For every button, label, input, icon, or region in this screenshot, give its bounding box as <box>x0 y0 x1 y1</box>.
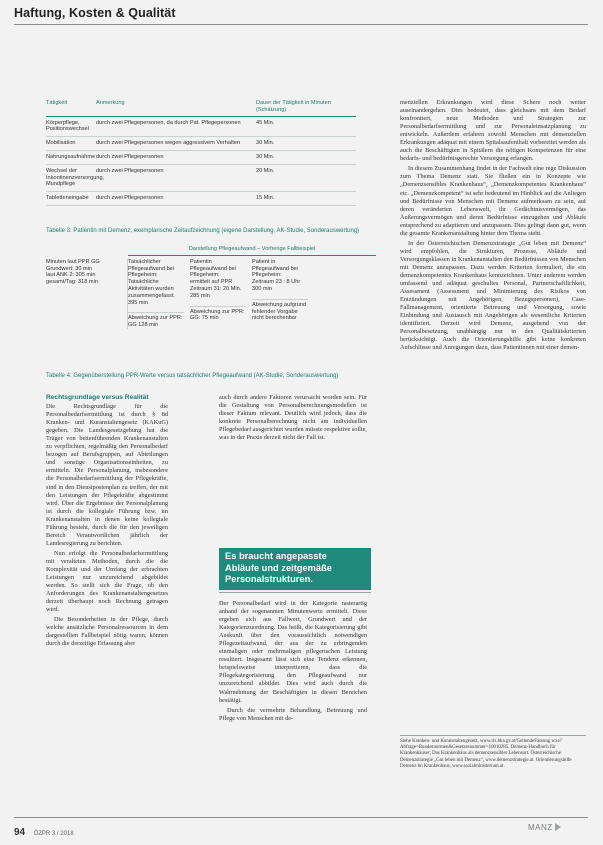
cell-line: Tatsächliche Aktivitäten wurden zusammengefasst. <box>128 279 175 299</box>
cell-line: gesamt/Tag: 318 min <box>46 279 98 286</box>
cell-line: laut ANK 2: 305 min <box>46 272 96 279</box>
publisher-logo <box>528 823 561 832</box>
table-cell: durch zwei Pflegepersonen <box>96 153 164 160</box>
paragraph: Durch die vermehrte Behandlung, Betreuung und Pflege von Menschen mit de- <box>219 706 367 722</box>
pull-quote-line: Es braucht angepasste <box>225 551 327 561</box>
table-cell <box>190 259 252 329</box>
table-comparison <box>46 246 376 329</box>
table-row <box>46 165 356 192</box>
cell-line: Patientin Pflegeaufwand bei Pflegeheim: <box>190 258 237 279</box>
text-column-left <box>46 394 168 650</box>
cell-line: 285 min <box>190 292 210 299</box>
cell-line: Zeitraum 23 : 8 Uhr <box>252 279 301 286</box>
table-cell: 30 Min. <box>256 140 275 147</box>
pull-quote-line: Abläufe und zeitgemäße <box>225 562 332 573</box>
table-row <box>46 137 356 151</box>
column-header: Anmerkung <box>96 100 125 106</box>
table-cell: durch zwei Pflegepersonen <box>96 195 164 202</box>
header-title: Haftung, Kosten & Qualität <box>14 6 176 20</box>
journal-reference: ÖZPR 3 / 2018 <box>33 831 74 837</box>
cell-line: Tatsächlicher Pflegeaufwand bei Pflegeheim: <box>128 258 175 279</box>
divider <box>219 592 371 593</box>
table-span-header: Darstellung Pflegeaufwand – Vorherige Fallbeispiel <box>128 246 376 256</box>
table-cell: Tabletteneingabe <box>46 195 89 202</box>
cell-line: ermittelt auf PPR Zeitraum 31: 20 Min. <box>190 279 242 292</box>
table-row <box>46 117 356 138</box>
cell-line: Patient in Pflegeaufwand bei Pflegeheim: <box>252 258 299 279</box>
table-cell: 20 Min. <box>256 167 275 174</box>
pull-quote <box>219 548 371 590</box>
table-cell: durch zwei Pflegepersonen, da durch Pat. Pflegepersonen <box>96 119 241 126</box>
cell-line: 395 min <box>128 299 148 306</box>
text-column-middle <box>219 394 367 444</box>
table-cell: durch zwei Pflegepersonen <box>96 167 164 174</box>
paragraph: Der Personalbedarf wird in der Kategorie rasterartig anhand der sogenannten Minutenwerte ermittelt. Diese ergeben sich aus Fallwert, Grundwert und der Kategorienzuordnung. Das heißt, die Kategorisierung gibt Auskunft über den voraussichtlich notwendigen Pflegezeitaufwand, der aus der zu erbringenden einmaligen oder mehrmaligen pflegerischen Leistung resultiert. Insgesamt lässt sich eine Tendenz erkennen, beispielsweise interpretieren, dass die Pflegekategorisierung den Pflegeaufwand nur unzureichend abbildet. Dies wird auch durch die Wahrnehmung der Beschäftigten in diesen Bereichen bestätigt. <box>219 600 367 704</box>
table-cell <box>46 259 128 329</box>
table-cell <box>128 259 190 329</box>
page-header <box>14 4 588 25</box>
deviation-note: Abweichung aufgrund fehlender Vorgabe nicht berechenbar <box>252 299 308 322</box>
paragraph: Die Rechtsgrundlage für die Personalbedarfsermittlung ist durch § 8d Kranken- und Kuranstaltengesetz (KAKuG) gegeben. Die Landesgesetzgebung hat die Träger von bettenführenden Krankenanstalten zu verpflichten, regelmäßig den Personalbedarf bezogen auf Berufsgruppen, auf Abteilungen und sonstige Organisationseinheiten, zu ermitteln. Die Personalplanung, insbesondere die Personalbedarfsermittlung der Pflegekräfte, sind in den Dienstpostenplan zu treffen, der mit den Leistungen der Pflegekräfte abgestimmt wird. Über die Ergebnisse der Personalplanung ist durch die kollegiale Führung bzw. im Krankenanstalten in denen keine kollegiale Führung besteht, durch die für den jeweiligen Bereich Verantwortlichen jährlich der Landesregierung zu berichten. <box>46 403 168 547</box>
table-cell: Nahrungsaufnahme <box>46 153 96 160</box>
cell-line: 300 min <box>252 285 272 292</box>
section-heading: Rechtsgrundlage versus Realität <box>46 394 149 401</box>
text-column-middle-lower <box>219 600 367 725</box>
cell-line: Minuten laut PPR GG Grundwert: 30 min <box>46 258 100 272</box>
footnotes: Siehe Kranken- und Kuranstaltengesetz, www.ris.bka.gv.at/GeltendeFassung.wxe?Abfrage=Bundesnormen&Gesetzesnummer=10010285. Demenz-Handbuch für Krankenhäuser; Das Krankenhaus als demenzsensibler Lebensort. Österreichische Demenzstrategie „Gut leben mit Demenz“, www.demenzstrategie.at. Orientierungshilfe Demenz im Krankenhaus, www.sozialministerium.at. <box>400 735 586 770</box>
paragraph: Nun erfolgt die Personalbedarfsermittlung mit veralteten Methoden, durch die die Komplexität und der Umfang der erbrachten Leistungen nur unzureichend abgebildet werden. So stellt sich die Frage, ob den Anforderungen des Krankenanstaltengesetzes derzeit überhaupt noch Rechnung getragen wird. <box>46 549 168 614</box>
table-cell: durch zwei Pflegepersonen wegen aggressivem Verhalten <box>96 140 240 147</box>
page-number: 94 <box>14 827 26 838</box>
table-caption: Tabelle 4: Gegenüberstellung PPR-Werte versus tatsächlicher Pflegeaufwand (AK-Studie, Sonderauswertung) <box>46 373 339 379</box>
table-cell: Mobilisation <box>46 140 76 147</box>
arrow-icon <box>555 823 561 831</box>
table-row <box>46 192 356 206</box>
paragraph: menziellen Erkrankungen wird diese Schere noch weiter auseinandergehen. Dies bedeutet, dass gleichsam mit dem Bedarf konfrontiert, neue Methoden und Strategien zur Personalbedarfsermittlung und zur Personaleinsatzplanung zu entwickeln. Außerdem erfahren sowohl Menschen mit demenziellen Erkrankungen adäquat mit einem Spitalsaufenthalt vorbereitet werden als auch die Beschäftigten in Spitälern die nötigen Kompetenzen für eine bedarfs- und bedürfnisgerechte Versorgung erlangen. <box>400 99 586 163</box>
table-cell: 30 Min. <box>256 153 275 160</box>
column-header: Tätigkeit <box>46 100 68 106</box>
table-caption: Tabelle 3: Patientin mit Demenz, exemplarische Zeitaufzeichnung (eigene Darstellung, AK-Studie, Sonderauswertung) <box>46 228 360 234</box>
paragraph: auch durch andere Faktoren verursacht worden sein. Für die Gestaltung von Personalberechnungsmodellen ist dieser Faktum relevant. Deutlich wird jedoch, dass die konkrete Personalberechnung nicht am individuellen Pflegebedarf ausgerichtet wurden müsste respektive sollte, was in der Praxis derzeit nicht der Fall ist. <box>219 394 367 442</box>
paragraph: In der Österreichischen Demenzstrategie „Gut leben mit Demenz“ wird empfohlen, die Strukturen, Prozesse, Abläufe und Versorgungsklassen in Krankenanstalten den Bedürfnissen von Menschen mit Demenz anzupassen. Dazu werden Kriterien formuliert, die ein demenzkompetentes Krankenhaus kennzeichnen. Unter anderem werden umfassend und adäquat geschultes Personal, Partnerschaftlichkeit, Assessment (Assessment und Minimierung des Risikos von Entzündungen mit Angehörigen, Bezugspersonen), Case-Fallmanagement, orientierte Betreuung und Versorgung, sowie Einbindung und Austausch mit Angehörigen als wesentliche Kriterien identifiziert. Derzeit wird Demenz, ausgehend von der Personalbesetzung, unabhängig nur in den Qualitätskriterien berücksichtigt. Auch die Orientierungshilfe gibt keine konkreten Aufschlüsse und Anregungen dazu, dass Patientinnen mit einer demen- <box>400 239 586 352</box>
paragraph: In diesem Zusammenhang findet in der Fachwelt eine rege Diskussion zum Thema Demenz statt. Sie fließen ein in Konzepte wie „Demenzsensibles Krankenhaus“, „Demenzkompetentes Krankenhaus“ etc. „Demenzkompetent“ ist sehr bedeutend im Hinblick auf die Anliegen und Bedürfnisse von Menschen mit Demenz aufmerksam zu sein, auf deren veränderten Lebenswelt, ihr Gedächtnisvermögen, das Äußerungsvermögen und deren Bedürfnisse einzugehen und Abläufe entsprechend zu adaptieren und anzupassen. Dies gelingt dann gut, wenn die gesamte Krankenanstaltung hinter dem Thema steht. <box>400 165 586 237</box>
table-row <box>46 151 356 165</box>
paragraph: Die Besonderheiten in der Pflege, durch welche ansätzliche Personalressourcen in dem dargestellten Fallbeispiel nötig waren, können durch die derzeitige Erfassung aber <box>46 616 168 648</box>
table-cell <box>252 259 314 329</box>
table-cell: 45 Min. <box>256 119 275 126</box>
table-cell: Wechsel der Inkontinenzversorgung, Mundpflege <box>46 167 105 188</box>
publisher-name: MANZ <box>528 823 553 832</box>
pull-quote-line: Personalstrukturen. <box>225 574 313 584</box>
table-header-row <box>46 100 356 117</box>
table-cell: 15 Min. <box>256 195 275 202</box>
table-body <box>46 259 376 329</box>
deviation-note: Abweichung zur PPR: GG: 75 min <box>190 306 246 323</box>
deviation-note: Abweichung zur PPR: GG 128 min <box>128 312 184 329</box>
table-time-records <box>46 100 356 206</box>
page-footer <box>14 822 74 840</box>
table-cell: Körperpflege, Positionswechsel <box>46 119 89 133</box>
text-column-right <box>400 99 586 354</box>
divider <box>14 817 588 818</box>
column-header: Dauer der Tätigkeit in Minuten (Schätzung) <box>256 100 331 113</box>
